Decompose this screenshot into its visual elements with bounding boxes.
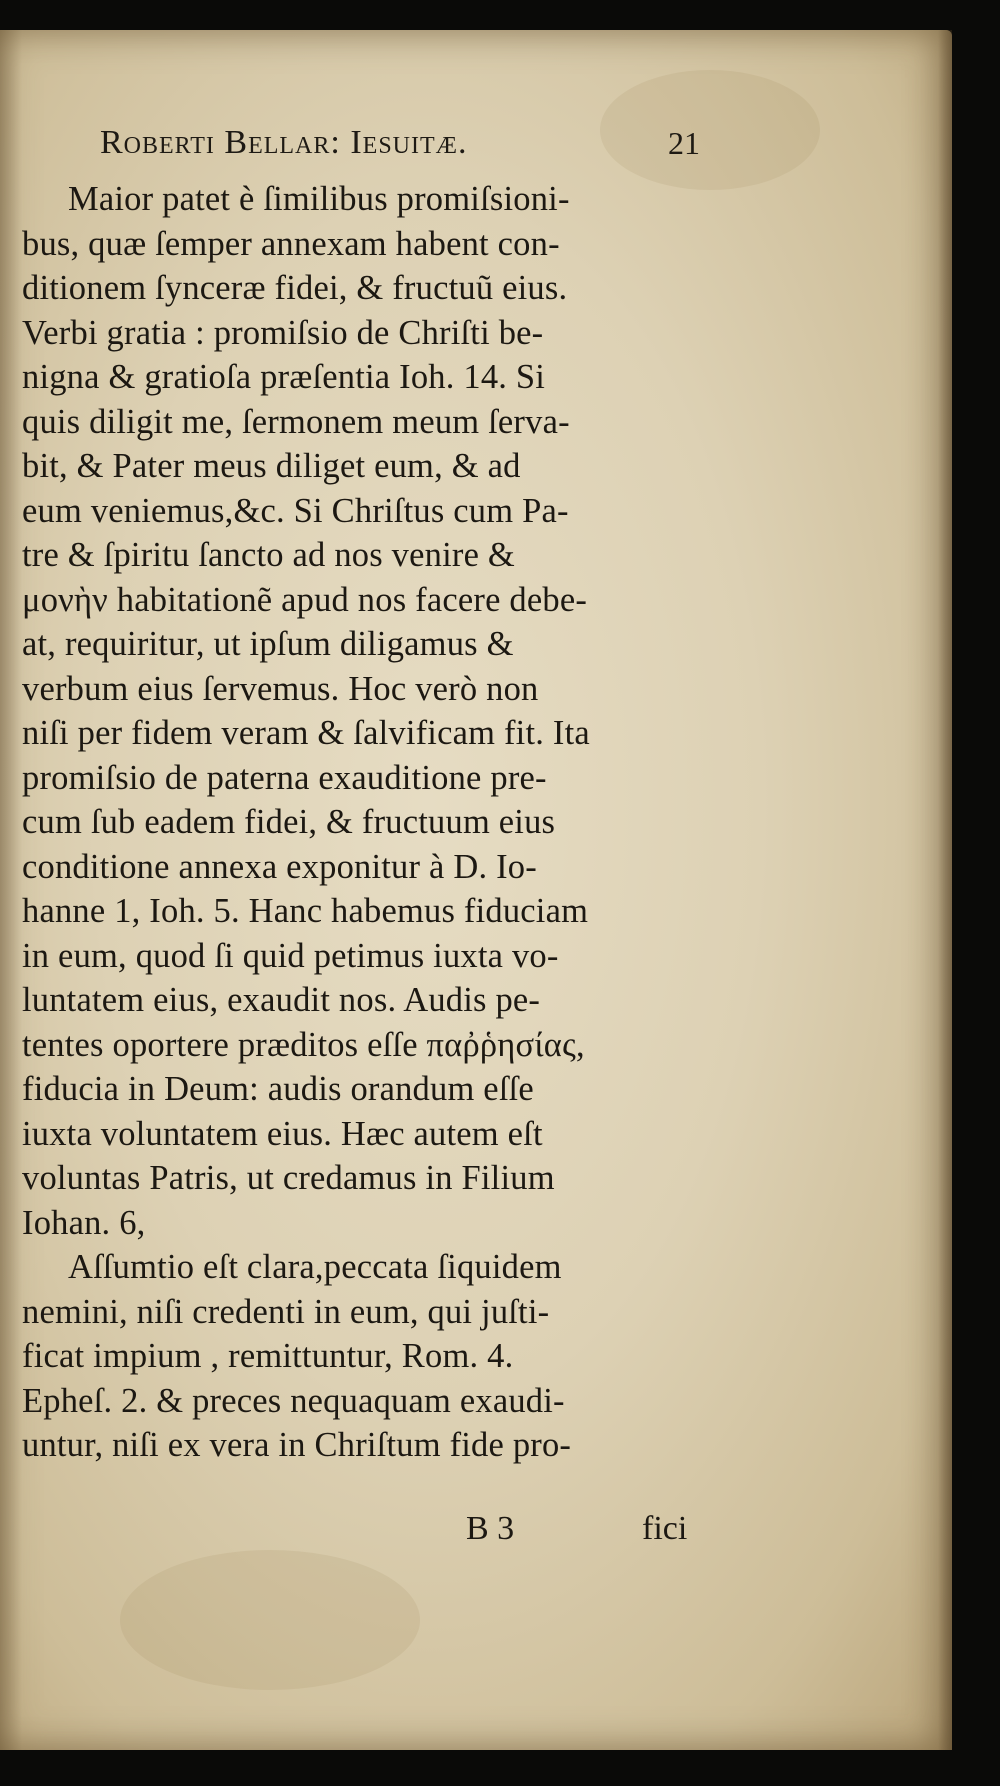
text-line: μονὴν habitationẽ apud nos facere debe-	[22, 580, 588, 619]
text-line: conditione annexa exponitur à D. Io-	[22, 847, 537, 886]
body-text	[22, 177, 722, 1468]
text-line: voluntas Patris, ut credamus in Filium	[22, 1159, 555, 1197]
text-line: bit, & Pater meus diliget eum, & ad	[22, 447, 521, 485]
running-title: Roberti Bellar: Iesuitæ.	[100, 124, 468, 161]
text-line: iuxta voluntatem eius. Hæc autem eſt	[22, 1114, 543, 1153]
page-footer	[466, 1504, 726, 1554]
page-edge-shadow	[938, 30, 952, 1750]
text-line: cum ſub eadem fidei, & fructuum eius	[22, 803, 556, 841]
text-line: fiducia in Deum: audis orandum eſſe	[22, 1070, 534, 1108]
text-line: Epheſ. 2. & preces nequaquam exaudi-	[22, 1381, 565, 1420]
text-line: promiſsio de paterna exauditione pre-	[22, 758, 547, 797]
page-number: 21	[668, 125, 700, 161]
paper-stain	[120, 1550, 420, 1690]
text-line: Maior patet è ſimilibus promiſsioni-	[68, 180, 570, 218]
catchword: fici	[642, 1510, 688, 1547]
signature-mark: B 3	[466, 1510, 515, 1547]
text-line: tentes oportere præditos eſſe παῤῥησίας,	[22, 1025, 585, 1064]
text-line: in eum, quod ſi quid petimus iuxta vo-	[22, 936, 559, 975]
text-line: luntatem eius, exaudit nos. Audis pe-	[22, 981, 541, 1019]
running-header	[100, 118, 720, 168]
text-line: verbum eius ſervemus. Hoc verò non	[22, 669, 539, 708]
text-line: tre & ſpiritu ſancto ad nos venire &	[22, 536, 515, 574]
text-line: bus, quæ ſemper annexam habent con-	[22, 224, 560, 263]
text-line: hanne 1, Ioh. 5. Hanc habemus fiduciam	[22, 892, 589, 930]
text-line: nemini, niſi credenti in eum, qui juſti-	[22, 1292, 550, 1331]
text-line: Verbi gratia : promiſsio de Chriſti be-	[22, 313, 544, 352]
text-line: quis diligit me, ſermonem meum ſerva-	[22, 402, 570, 441]
text-line: untur, niſi ex vera in Chriſtum fide pro-	[22, 1426, 572, 1464]
text-line: Aſſumtio eſt clara,peccata ſiquidem	[68, 1248, 562, 1286]
text-line: niſi per fidem veram & ſalvificam fit. Ita	[22, 714, 590, 752]
text-line: eum veniemus,&c. Si Chriſtus cum Pa-	[22, 491, 569, 530]
text-line: ditionem ſynceræ fidei, & fructuũ eius.	[22, 269, 568, 307]
text-line: at, requiritur, ut ipſum diligamus &	[22, 625, 514, 663]
page-gutter-shadow	[0, 30, 22, 1750]
text-line: nigna & gratioſa præſentia Ioh. 14. Si	[22, 358, 546, 396]
text-line: ficat impium , remittuntur, Rom. 4.	[22, 1337, 514, 1375]
text-line: Iohan. 6,	[22, 1203, 146, 1242]
